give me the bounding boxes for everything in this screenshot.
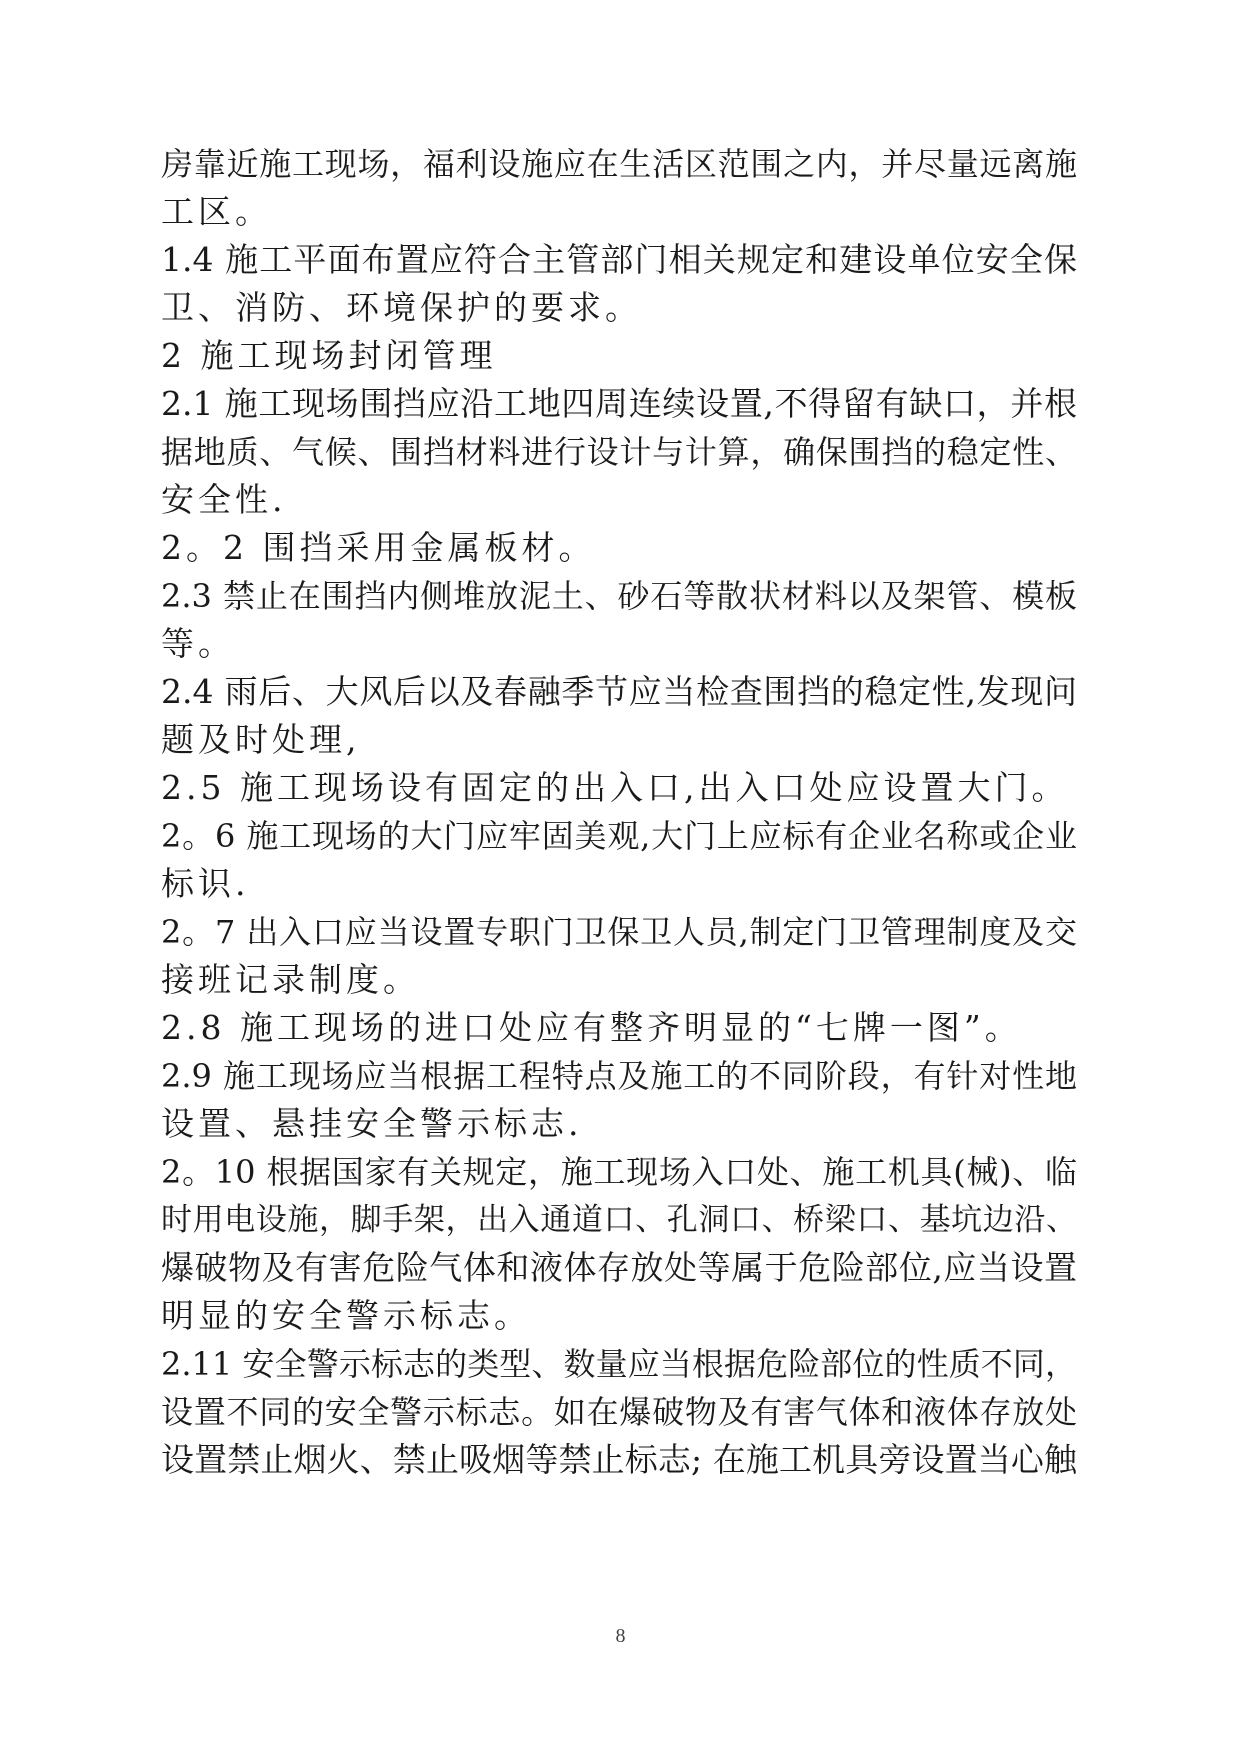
text-line: 2.9 施工现场应当根据工程特点及施工的不同阶段，有针对性地 xyxy=(161,1057,1077,1095)
text-line: 工区。 xyxy=(161,192,272,231)
page-number: 8 xyxy=(615,1625,626,1647)
text-line: 安全性. xyxy=(161,480,287,519)
text-line: 2。6 施工现场的大门应牢固美观,大门上应标有企业名称或企业 xyxy=(161,817,1077,855)
text-line: 据地质、气候、围挡材料进行设计与计算，确保围挡的稳定性、 xyxy=(161,433,1077,471)
text-line: 2.4 雨后、大风后以及春融季节应当检查围挡的稳定性,发现问 xyxy=(161,672,1077,711)
text-line: 标识. xyxy=(161,864,250,903)
text-line: 设置不同的安全警示标志。如在爆破物及有害气体和液体存放处 xyxy=(161,1393,1077,1431)
text-line: 2.11 安全警示标志的类型、数量应当根据危险部位的性质不同， xyxy=(161,1345,1077,1383)
text-line: 题及时处理, xyxy=(161,720,361,759)
text-line: 设置、悬挂安全警示标志. xyxy=(161,1104,583,1143)
text-line: 时用电设施，脚手架，出入通道口、孔洞口、桥梁口、基坑边沿、 xyxy=(161,1202,1077,1238)
text-line: 2。2 围挡采用金属板材。 xyxy=(161,528,596,567)
text-line: 等。 xyxy=(161,624,235,663)
text-line: 卫、消防、环境保护的要求。 xyxy=(161,288,642,327)
text-line: 明显的安全警示标志。 xyxy=(161,1296,531,1335)
text-line: 接班记录制度。 xyxy=(161,960,420,999)
section-heading: 2 施工现场封闭管理 xyxy=(161,336,497,375)
text-line: 房靠近施工现场，福利设施应在生活区范围之内，并尽量远离施 xyxy=(161,145,1077,183)
text-line: 2.8 施工现场的进口处应有整齐明显的“七牌一图”。 xyxy=(161,1008,1022,1047)
text-line: 设置禁止烟火、禁止吸烟等禁止标志; 在施工机具旁设置当心触 xyxy=(161,1440,1077,1479)
text-line: 1.4 施工平面布置应符合主管部门相关规定和建设单位安全保 xyxy=(161,240,1077,279)
text-line: 2.5 施工现场设有固定的出入口,出入口处应设置大门。 xyxy=(161,768,1069,807)
text-line: 2.3 禁止在围挡内侧堆放泥土、砂石等散状材料以及架管、模板 xyxy=(161,577,1077,615)
text-line: 2.1 施工现场围挡应沿工地四周连续设置,不得留有缺口，并根 xyxy=(161,384,1077,423)
text-line: 2。10 根据国家有关规定，施工现场入口处、施工机具(械)、临 xyxy=(161,1153,1077,1191)
text-line: 爆破物及有害危险气体和液体存放处等属于危险部位,应当设置 xyxy=(161,1248,1077,1287)
text-line: 2。7 出入口应当设置专职门卫保卫人员,制定门卫管理制度及交 xyxy=(161,913,1077,951)
